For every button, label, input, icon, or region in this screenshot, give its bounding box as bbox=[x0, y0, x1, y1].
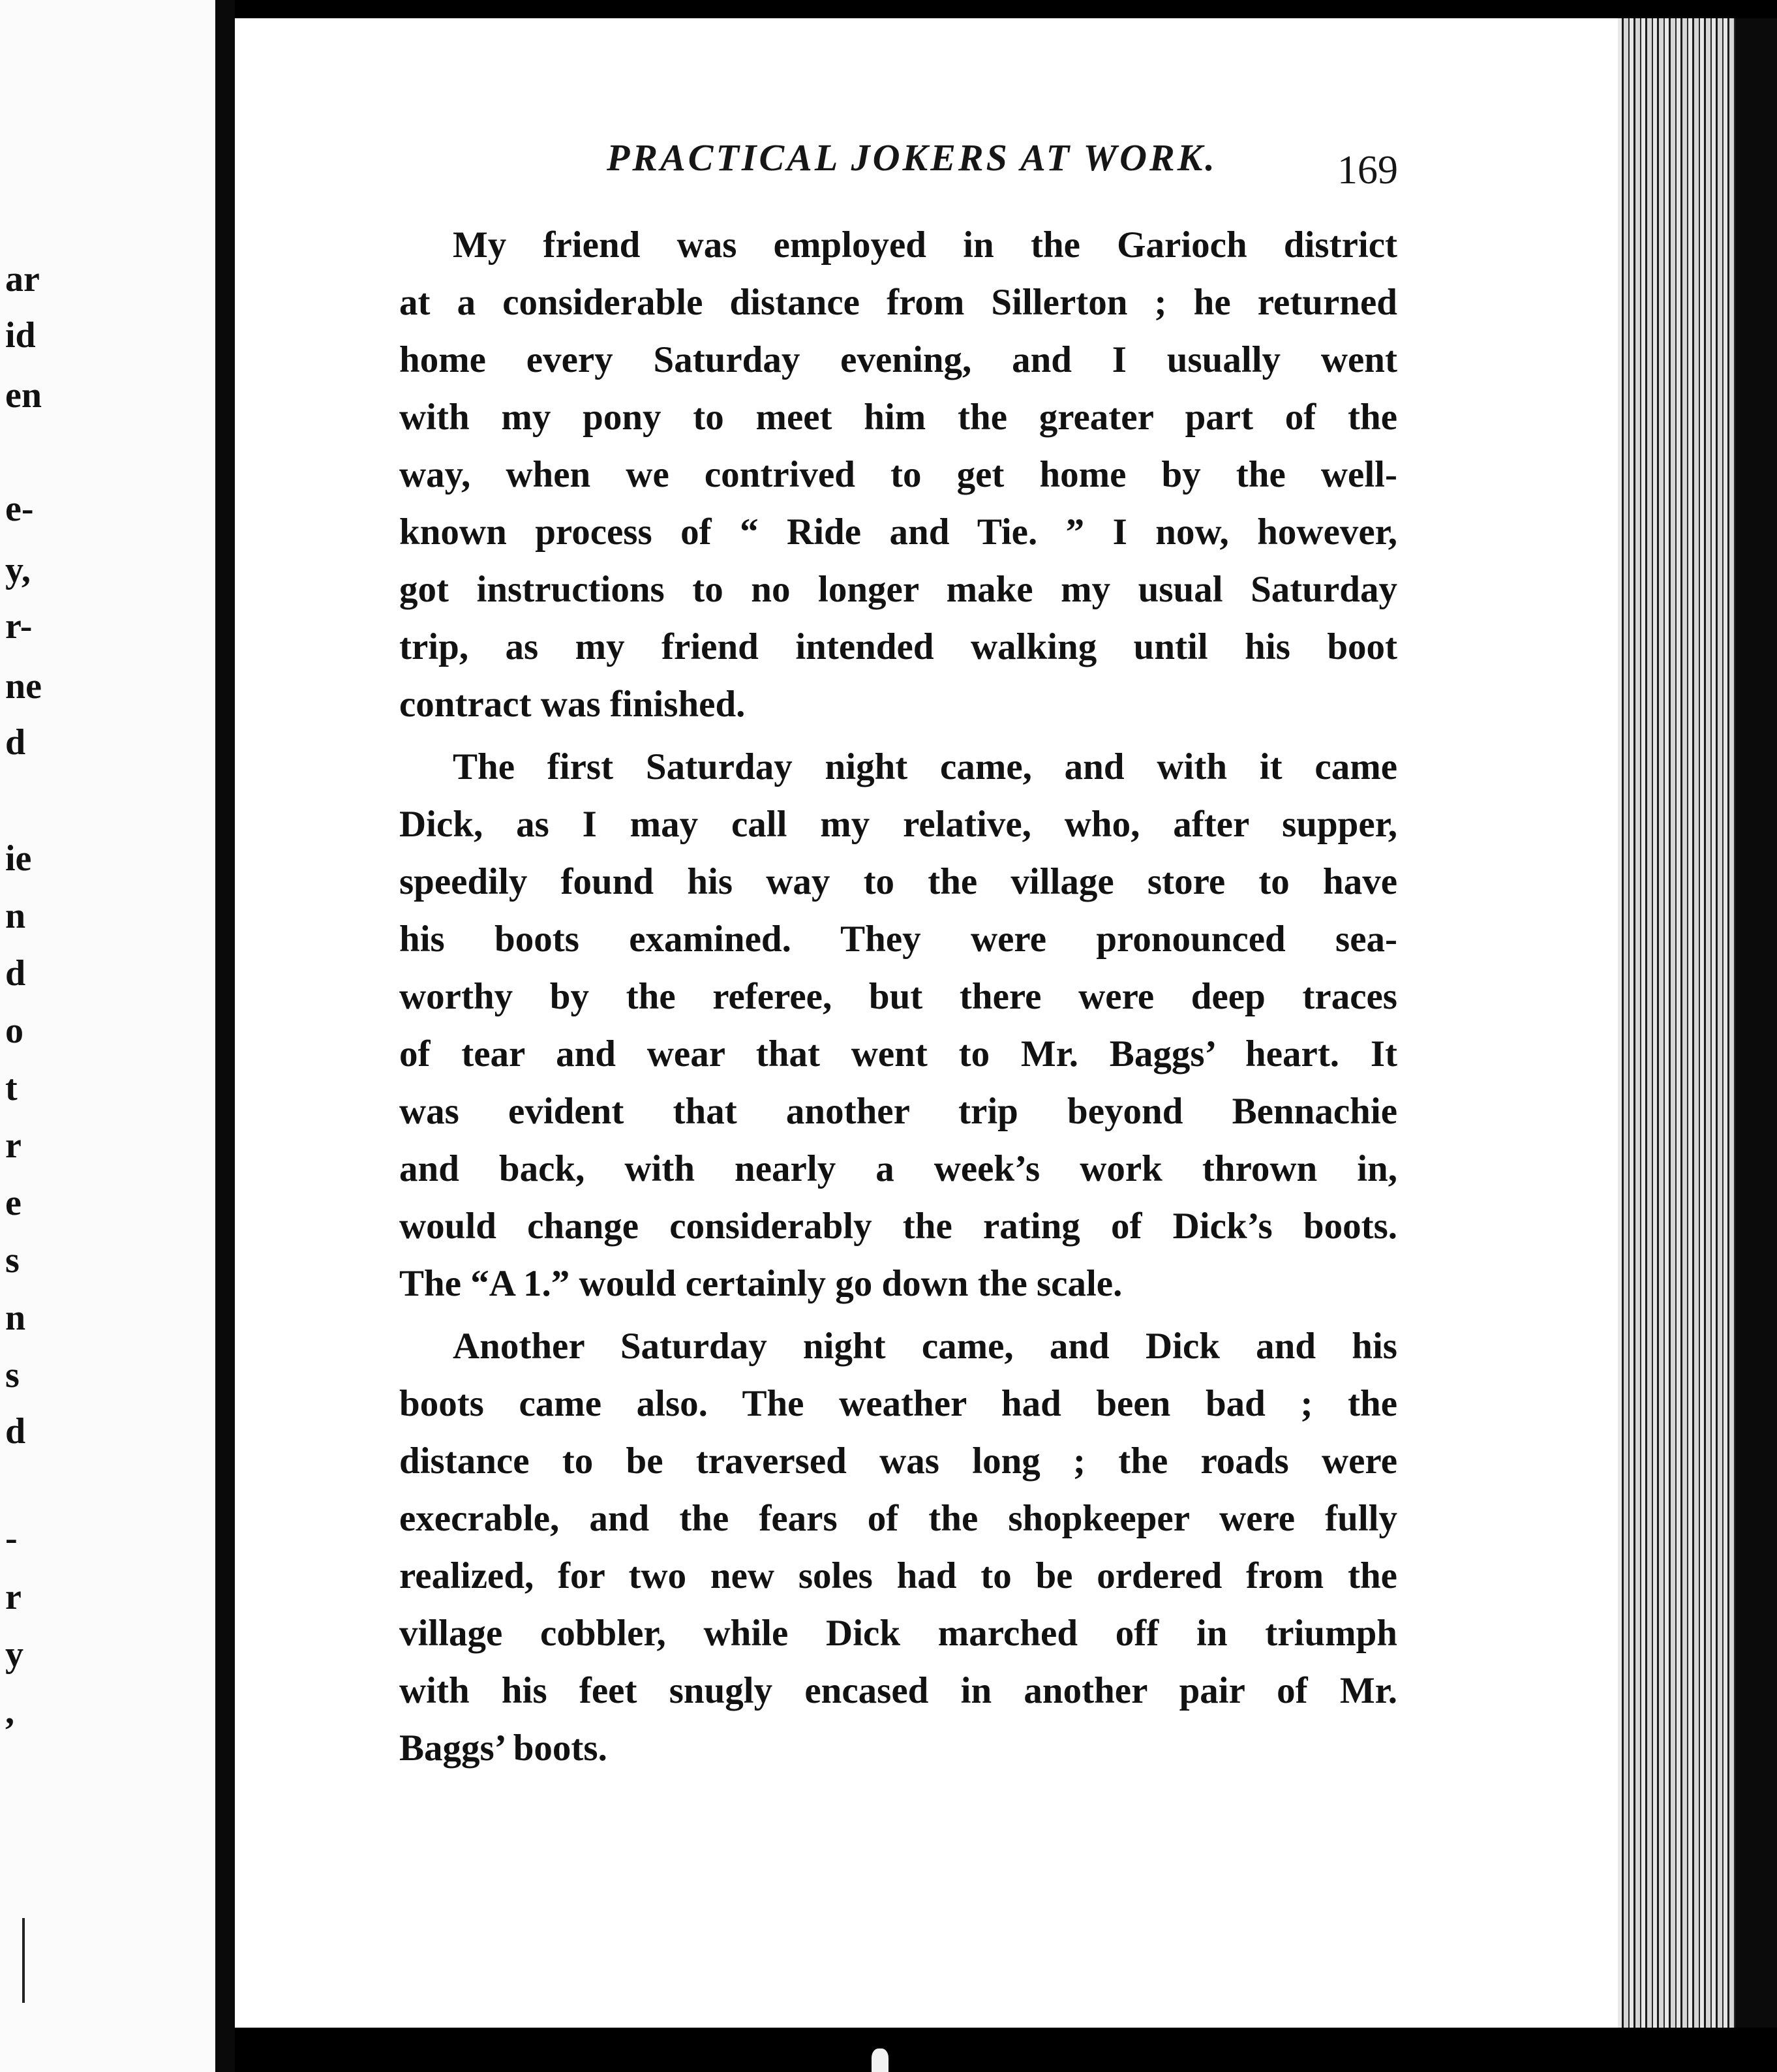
text-line: boots came also. The weather had been bad ; the bbox=[399, 1383, 1397, 1424]
left-page-fragment: , bbox=[5, 1692, 14, 1732]
left-page-fragment: s bbox=[5, 1240, 20, 1281]
text-line: My friend was employed in the Garioch district bbox=[453, 224, 1397, 266]
text-line: worthy by the referee, but there were deep traces bbox=[399, 976, 1397, 1017]
left-page-fragment: d bbox=[5, 722, 26, 763]
text-line: contract was finished. bbox=[399, 684, 746, 725]
text-line: speedily found his way to the village store to have bbox=[399, 861, 1397, 902]
left-page-fragment: r bbox=[5, 1125, 22, 1166]
page-edges bbox=[1618, 18, 1735, 2028]
running-head: PRACTICAL JOKERS AT WORK. bbox=[607, 136, 1217, 179]
text-line: The first Saturday night came, and with it came bbox=[453, 746, 1397, 787]
text-line: would change considerably the rating of Dick’s boots. bbox=[399, 1206, 1397, 1247]
left-page-fragment: ar bbox=[5, 259, 40, 299]
text-line: at a considerable distance from Sillerton ; he returned bbox=[399, 282, 1397, 323]
text-line: Another Saturday night came, and Dick and his bbox=[453, 1326, 1397, 1367]
text-line: trip, as my friend intended walking until his boot bbox=[399, 626, 1397, 667]
paragraph-1 bbox=[399, 217, 1397, 733]
left-page-fragment: r- bbox=[5, 606, 33, 647]
left-page-fragment: e- bbox=[5, 489, 34, 529]
left-page-fragment: r bbox=[5, 1577, 22, 1617]
left-page-fragment: t bbox=[5, 1068, 18, 1108]
text-line: way, when we contrived to get home by the well- bbox=[399, 454, 1397, 495]
left-page-fragment: n bbox=[5, 896, 26, 936]
left-page-fragment: - bbox=[5, 1518, 18, 1559]
left-page-fragment: ie bbox=[5, 838, 32, 879]
paragraph-2 bbox=[399, 739, 1397, 1313]
left-page-fragment: en bbox=[5, 375, 42, 416]
left-page-fragment: n bbox=[5, 1298, 26, 1338]
left-page-fragment: e bbox=[5, 1183, 22, 1223]
text-line: his boots examined. They were pronounced sea- bbox=[399, 919, 1397, 960]
left-page-fragment: y, bbox=[5, 550, 31, 590]
left-page-fragment: d bbox=[5, 1411, 26, 1452]
page-edges-shadow bbox=[1735, 18, 1777, 2028]
scan-artifact bbox=[872, 2049, 888, 2072]
text-line: village cobbler, while Dick marched off in triumph bbox=[399, 1613, 1397, 1654]
page-number: 169 bbox=[1337, 148, 1398, 192]
text-line: of tear and wear that went to Mr. Baggs’ heart. It bbox=[399, 1033, 1397, 1074]
text-line: was evident that another trip beyond Bennachie bbox=[399, 1091, 1397, 1132]
left-page-fragment: o bbox=[5, 1011, 23, 1051]
book-gutter bbox=[215, 0, 235, 2072]
left-page-mark bbox=[22, 1918, 25, 2003]
previous-page-sliver bbox=[0, 0, 215, 2072]
text-line: Baggs’ boots. bbox=[399, 1728, 607, 1769]
text-line: with my pony to meet him the greater part of the bbox=[399, 397, 1397, 438]
text-line: realized, for two new soles had to be ordered from the bbox=[399, 1555, 1397, 1596]
paragraph-3 bbox=[399, 1318, 1397, 1777]
text-line: known process of “ Ride and Tie. ” I now, however, bbox=[399, 511, 1397, 553]
left-page-fragment: s bbox=[5, 1355, 20, 1395]
text-line: distance to be traversed was long ; the roads were bbox=[399, 1440, 1397, 1482]
left-page-fragment: y bbox=[5, 1634, 23, 1675]
left-page-fragment: ne bbox=[5, 666, 42, 707]
text-line: Dick, as I may call my relative, who, after supper, bbox=[399, 804, 1397, 845]
text-line: execrable, and the fears of the shopkeeper were fully bbox=[399, 1498, 1397, 1539]
left-page-fragment: d bbox=[5, 953, 26, 994]
text-line: and back, with nearly a week’s work thrown in, bbox=[399, 1148, 1397, 1189]
left-page-fragment: id bbox=[5, 315, 36, 356]
text-line: with his feet snugly encased in another pair of Mr. bbox=[399, 1670, 1397, 1711]
text-line: got instructions to no longer make my usual Saturday bbox=[399, 569, 1397, 610]
text-line: The “A 1.” would certainly go down the scale. bbox=[399, 1263, 1123, 1304]
text-line: home every Saturday evening, and I usually went bbox=[399, 339, 1397, 380]
